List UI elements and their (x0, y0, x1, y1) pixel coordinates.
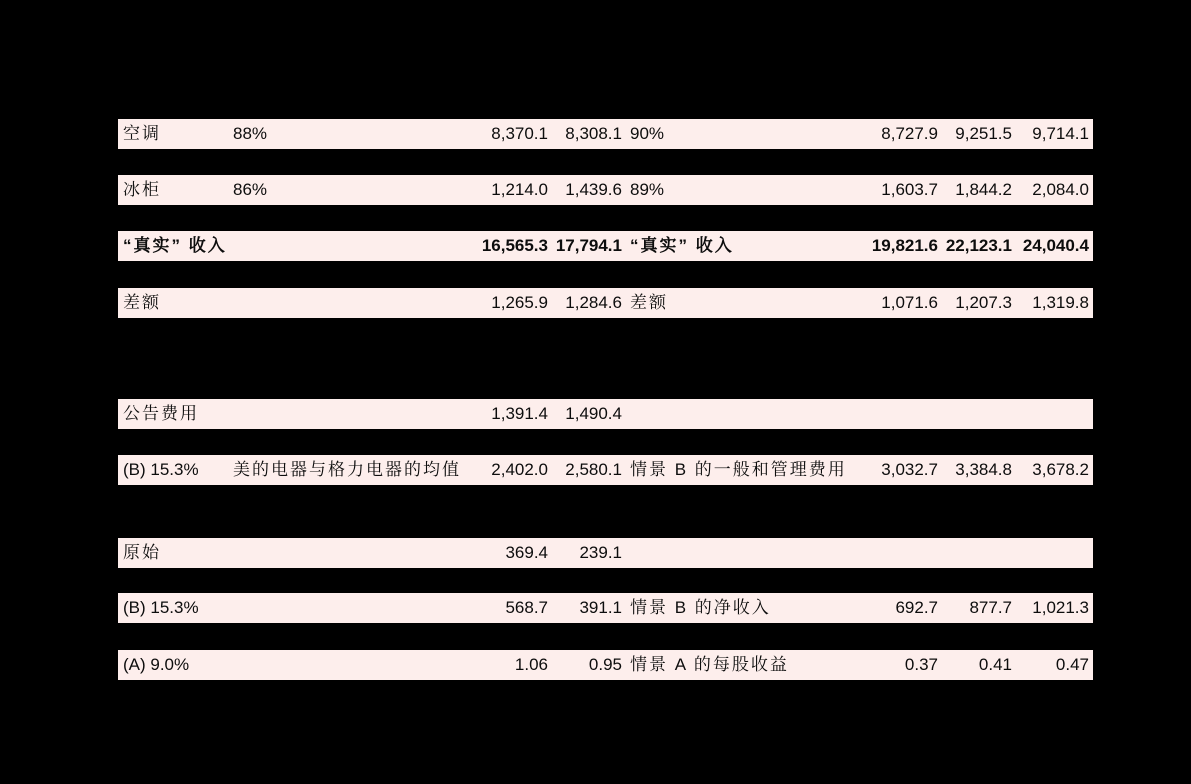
cell-value-2: 8,308.1 (565, 124, 622, 143)
cell-value-3: 19,821.6 (871, 236, 938, 255)
cell-value-5: 0.47 (1055, 655, 1089, 674)
cell-value-1: 369.4 (505, 543, 548, 562)
cell-value-4: 877.7 (969, 598, 1012, 617)
cell-value-5: 3,678.2 (1032, 460, 1089, 479)
cell-value-2: 1,439.6 (565, 180, 622, 199)
cell-value-1: 8,370.1 (491, 124, 548, 143)
cell-value-4: 1,207.3 (955, 293, 1012, 312)
cell-label-2: “真实” 收入 (630, 236, 734, 255)
cell-value-5: 2,084.0 (1032, 180, 1089, 199)
table-row (118, 119, 1093, 149)
cell-label-2: 情景 B 的一般和管理费用 (630, 460, 847, 479)
table-row (118, 231, 1093, 261)
cell-value-4: 9,251.5 (955, 124, 1012, 143)
cell-value-2: 1,490.4 (565, 404, 622, 423)
cell-label-2: 情景 A 的每股收益 (630, 655, 789, 674)
cell-value-1: 1,214.0 (491, 180, 548, 199)
table-row (118, 288, 1093, 318)
cell-value-4: 1,844.2 (955, 180, 1012, 199)
cell-sublabel: 88% (233, 124, 268, 143)
table-row (118, 175, 1093, 205)
cell-value-1: 1,265.9 (491, 293, 548, 312)
cell-value-3: 1,071.6 (881, 293, 938, 312)
cell-label: “真实” 收入 (123, 236, 227, 255)
cell-value-2: 17,794.1 (555, 236, 622, 255)
cell-label: (B) 15.3% (123, 460, 199, 479)
cell-value-1: 1.06 (514, 655, 548, 674)
cell-sublabel: 美的电器与格力电器的均值 (233, 460, 461, 479)
cell-value-2: 239.1 (579, 543, 622, 562)
cell-sublabel: 86% (233, 180, 268, 199)
table-row (118, 650, 1093, 680)
cell-value-4: 0.41 (978, 655, 1012, 674)
cell-label-2: 差额 (630, 293, 668, 312)
table-row (118, 455, 1093, 485)
cell-label-2: 90% (630, 124, 665, 143)
cell-value-1: 16,565.3 (481, 236, 548, 255)
cell-value-1: 1,391.4 (491, 404, 548, 423)
cell-label: 原始 (123, 543, 161, 562)
cell-label: 冰柜 (123, 180, 161, 199)
cell-label-2: 89% (630, 180, 665, 199)
table-row (118, 399, 1093, 429)
cell-value-3: 3,032.7 (881, 460, 938, 479)
table-row (118, 593, 1093, 623)
cell-label: 公告费用 (123, 404, 199, 423)
cell-value-3: 8,727.9 (881, 124, 938, 143)
cell-value-5: 1,319.8 (1032, 293, 1089, 312)
cell-value-3: 0.37 (904, 655, 938, 674)
cell-label: 空调 (123, 124, 161, 143)
cell-value-2: 2,580.1 (565, 460, 622, 479)
cell-value-3: 1,603.7 (881, 180, 938, 199)
cell-value-4: 22,123.1 (945, 236, 1012, 255)
cell-label-2: 情景 B 的净收入 (630, 598, 771, 617)
cell-value-2: 0.95 (588, 655, 622, 674)
cell-label: (B) 15.3% (123, 598, 199, 617)
cell-value-3: 692.7 (895, 598, 938, 617)
table-row (118, 538, 1093, 568)
cell-value-1: 2,402.0 (491, 460, 548, 479)
cell-value-1: 568.7 (505, 598, 548, 617)
cell-label: (A) 9.0% (123, 655, 190, 674)
cell-label: 差额 (123, 293, 161, 312)
cell-value-5: 24,040.4 (1022, 236, 1089, 255)
cell-value-4: 3,384.8 (955, 460, 1012, 479)
cell-value-2: 1,284.6 (565, 293, 622, 312)
cell-value-5: 1,021.3 (1032, 598, 1089, 617)
cell-value-2: 391.1 (579, 598, 622, 617)
cell-value-5: 9,714.1 (1032, 124, 1089, 143)
